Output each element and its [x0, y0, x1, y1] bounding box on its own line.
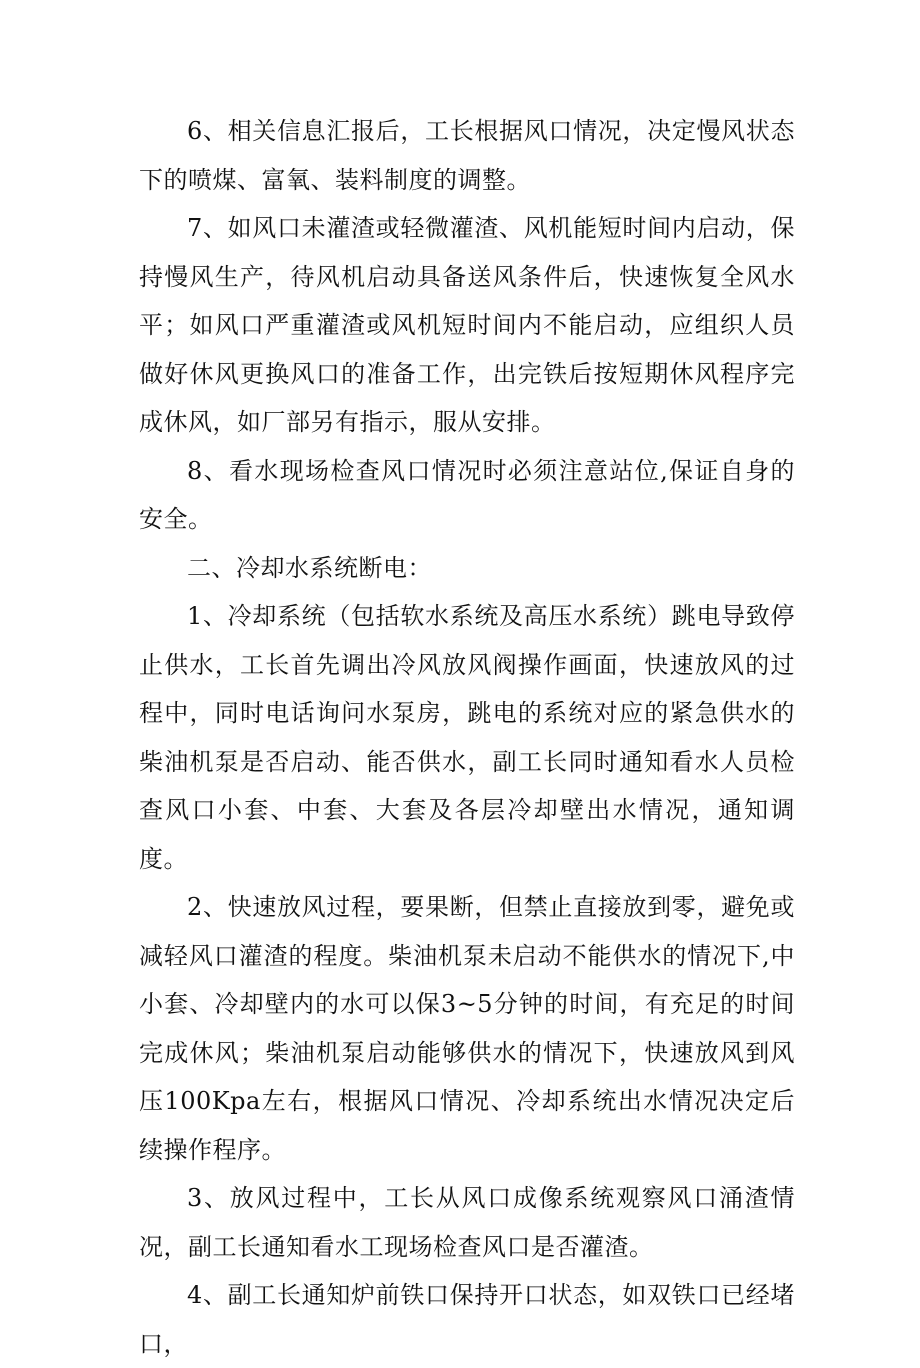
paragraph-item-6: 6、相关信息汇报后，工长根据风口情况，决定慢风状态下的喷煤、富氧、装料制度的调整。	[139, 117, 795, 194]
paragraph-item-4: 4、副工长通知炉前铁口保持开口状态，如双铁口已经堵口，	[139, 1281, 795, 1358]
paragraph-item-8: 8、看水现场检查风口情况时必须注意站位,保证自身的安全。	[139, 456, 795, 533]
paragraph-item-2: 2、快速放风过程，要果断，但禁止直接放到零，避免或减轻风口灌渣的程度。柴油机泵未启动不能供水的情况下,中小套、冷却壁内的水可以保3~5分钟的时间，有充足的时间完成休风；柴油机泵启动能够供水的情况下，快速放风到风压100Kpa左右，根据风口情况、冷却系统出水情况决定后续操作程序。	[139, 893, 795, 1164]
paragraph-item-3: 3、放风过程中，工长从风口成像系统观察风口涌渣情况，副工长通知看水工现场检查风口是否灌渣。	[139, 1184, 795, 1261]
section-heading-cooling-water-power-failure: 二、冷却水系统断电：	[187, 553, 432, 582]
paragraph-item-7: 7、如风口未灌渣或轻微灌渣、风机能短时间内启动，保持慢风生产，待风机启动具备送风条件后，快速恢复全风水平；如风口严重灌渣或风机短时间内不能启动，应组织人员做好休风更换风口的准备工作，出完铁后按短期休风程序完成休风，如厂部另有指示，服从安排。	[139, 214, 795, 436]
document-body	[139, 107, 795, 1368]
paragraph-item-1: 1、冷却系统（包括软水系统及高压水系统）跳电导致停止供水，工长首先调出冷风放风阀操作画面，快速放风的过程中，同时电话询问水泵房，跳电的系统对应的紧急供水的柴油机泵是否启动、能否供水，副工长同时通知看水人员检查风口小套、中套、大套及各层冷却壁出水情况，通知调度。	[139, 602, 795, 873]
